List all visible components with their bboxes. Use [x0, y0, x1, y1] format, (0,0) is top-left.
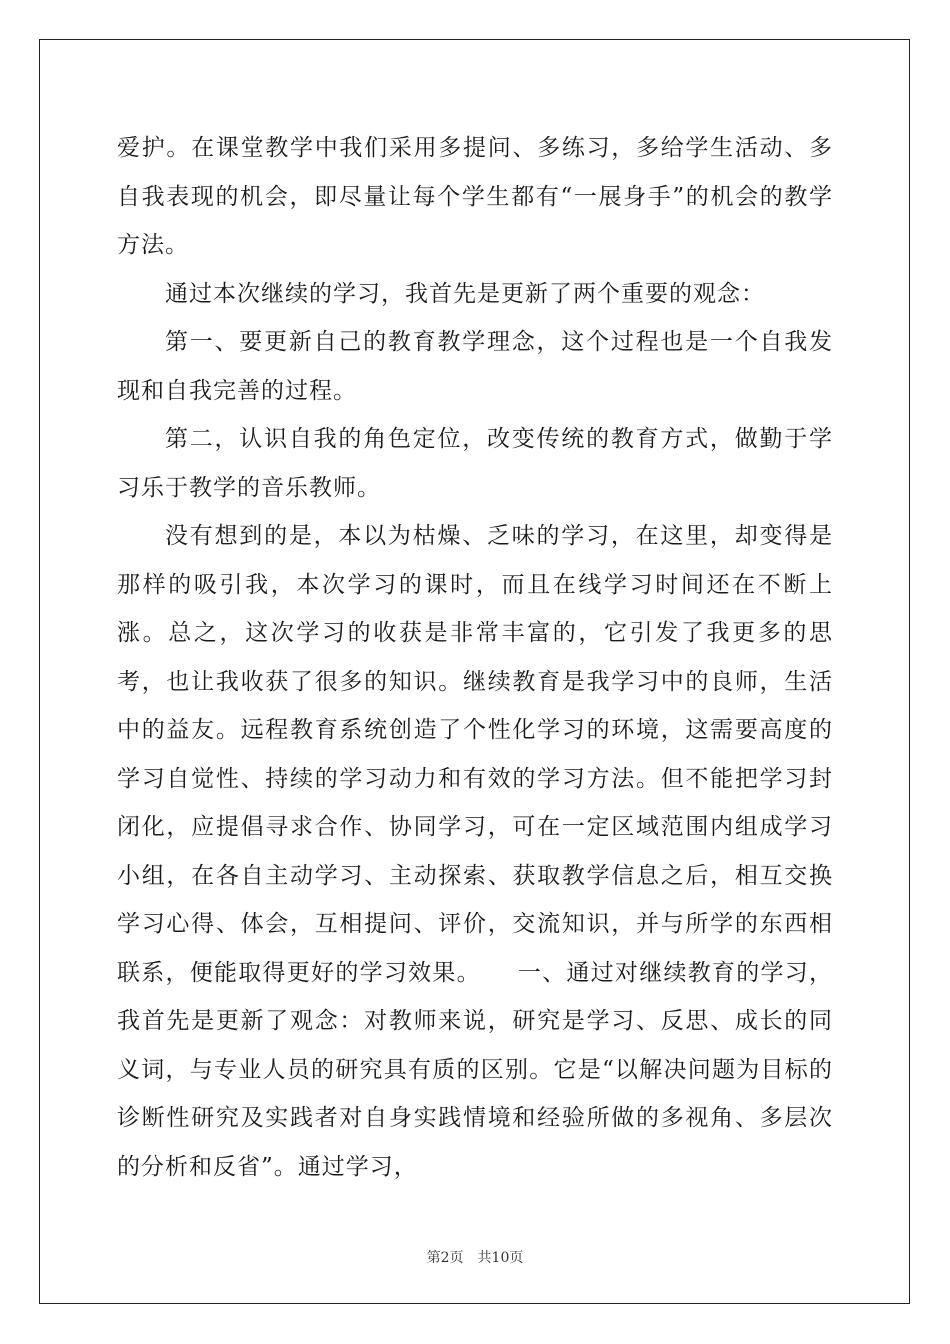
page-footer	[0, 1247, 950, 1267]
paragraph-3: 第一、要更新自己的教育教学理念，这个过程也是一个自我发现和自我完善的过程。	[117, 329, 833, 404]
page-number: 第2页	[426, 1250, 464, 1266]
paragraph-4: 第二，认识自我的角色定位，改变传统的教育方式，做勤于学习乐于教学的音乐教师。	[117, 426, 833, 501]
page-total: 共10页	[477, 1250, 524, 1266]
document-body	[117, 124, 833, 1191]
paragraph-2: 通过本次继续的学习，我首先是更新了两个重要的观念：	[165, 280, 765, 307]
paragraph-1: 爱护。在课堂教学中我们采用多提问、多练习，多给学生活动、多自我表现的机会，即尽量让每个学生都有“一展身手”的机会的教学方法。	[117, 135, 833, 258]
paragraph-5: 没有想到的是，本以为枯燥、乏味的学习，在这里，却变得是那样的吸引我，本次学习的课时，而且在线学习时间还在不断上涨。总之，这次学习的收获是非常丰富的，它引发了我更多的思考，也让我收获了很多的知识。继续教育是我学习中的良师，生活中的益友。远程教育系统创造了个性化学习的环境，这需要高度的学习自觉性、持续的学习动力和有效的学习方法。但不能把学习封闭化，应提倡寻求合作、协同学习，可在一定区域范围内组成学习小组，在各自主动学习、主动探索、获取教学信息之后，相互交换学习心得、体会，互相提问、评价，交流知识，并与所学的东西相联系，便能取得更好的学习效果。 一、通过对继续教育的学习，我首先是更新了观念：对教师来说，研究是学习、反思、成长的同义词，与专业人员的研究具有质的区别。它是“以解决问题为目标的诊断性研究及实践者对自身实践情境和经验所做的多视角、多层次的分析和反省”。通过学习，	[117, 523, 833, 1180]
